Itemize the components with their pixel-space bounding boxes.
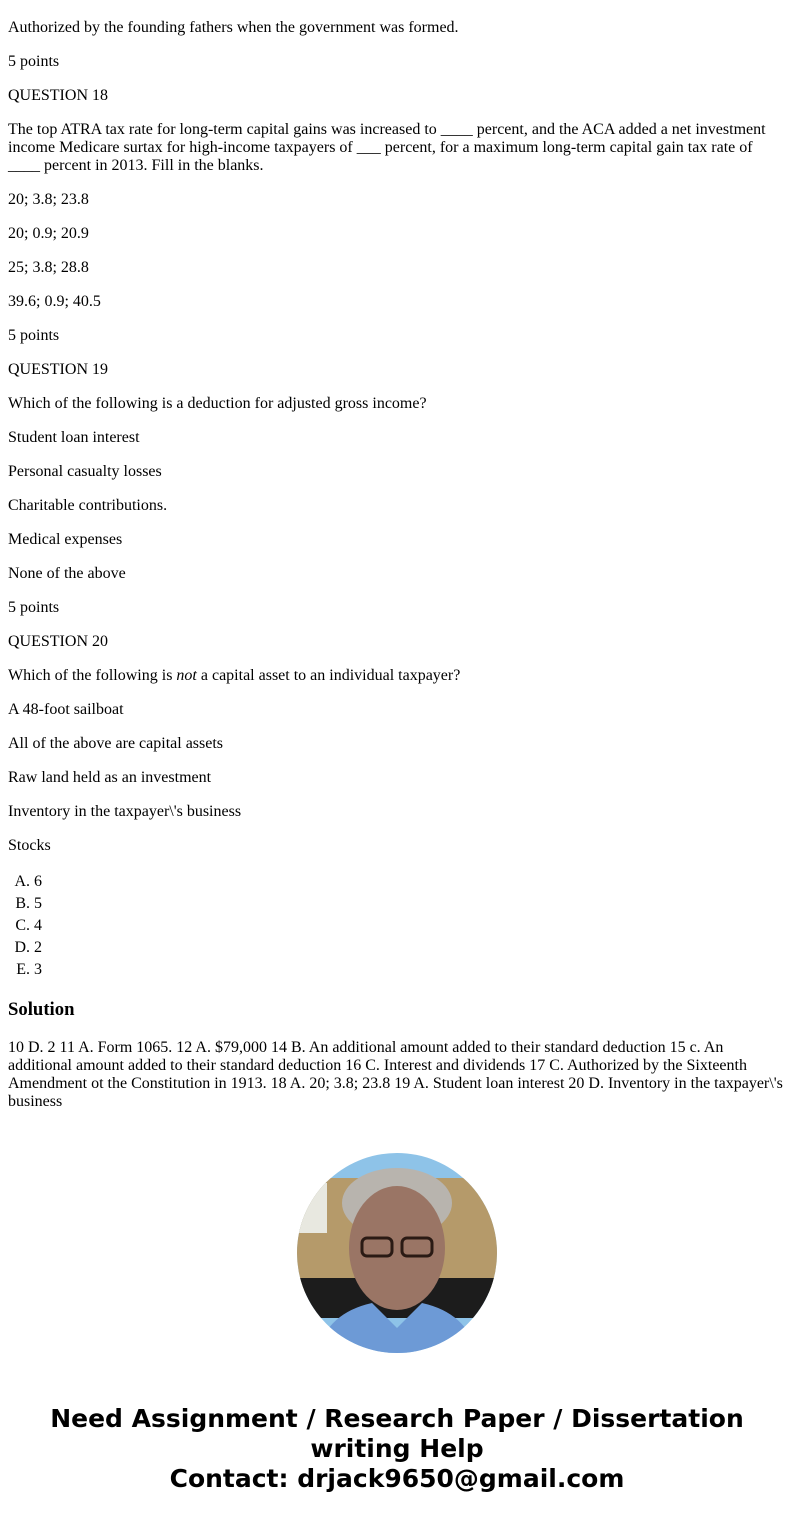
answer-item: A. 6 [34, 871, 786, 893]
answer-list [8, 871, 786, 981]
q19-text: Which of the following is a deduction for adjusted gross income? [8, 395, 427, 412]
q18-points: 5 points [8, 327, 60, 344]
q19-option: Student loan interest [8, 429, 140, 446]
q20-text-emphasis: not [176, 667, 197, 684]
solution-heading: Solution [8, 999, 75, 1020]
solution-text: 10 D. 2 11 A. Form 1065. 12 A. $79,000 14 B. An additional amount added to their standard deduction 15 c. An additional amount added to their standard deduction 16 C. Interest and dividends 17 C. Authorized by the Sixteenth Amendment ot the Constitution in 1913. 18 A. 20; 3.8; 23.8 19 A. Student loan interest 20 D. Inventory in the taxpayer\'s business [8, 1039, 783, 1110]
q19-option: Charitable contributions. [8, 497, 168, 514]
q18-option: 20; 0.9; 20.9 [8, 225, 89, 242]
q20-text [8, 667, 786, 685]
q20-option: Raw land held as an investment [8, 769, 212, 786]
q17-option: Authorized by the founding fathers when the government was formed. [8, 19, 459, 36]
q18-text: The top ATRA tax rate for long-term capital gains was increased to ____ percent, and the ACA added a net investment income Medicare surtax for high-income taxpayers of ___ percent, for a maximum long-term capital gain tax rate of ____ percent in 2013. Fill in the blanks. [8, 121, 766, 174]
q19-option: Medical expenses [8, 531, 123, 548]
q20-option: Inventory in the taxpayer\'s business [8, 803, 242, 820]
author-photo [297, 1153, 497, 1353]
document-body [8, 19, 786, 1127]
answer-item: C. 4 [34, 915, 786, 937]
q20-option: A 48-foot sailboat [8, 701, 124, 718]
q19-option: None of the above [8, 565, 126, 582]
q20-text-after: a capital asset to an individual taxpayer? [196, 667, 461, 684]
q19-points: 5 points [8, 599, 60, 616]
q18-option: 20; 3.8; 23.8 [8, 191, 89, 208]
answer-item: D. 2 [34, 937, 786, 959]
q18-option: 39.6; 0.9; 40.5 [8, 293, 101, 310]
q19-option: Personal casualty losses [8, 463, 162, 480]
q17-points: 5 points [8, 53, 60, 70]
author-portrait-image [297, 1153, 497, 1353]
q20-label: QUESTION 20 [8, 633, 108, 650]
q19-label: QUESTION 19 [8, 361, 108, 378]
promo-line-contact: Contact: drjack9650@gmail.com [169, 1464, 625, 1493]
q20-option: Stocks [8, 837, 51, 854]
q18-option: 25; 3.8; 28.8 [8, 259, 89, 276]
q20-text-before: Which of the following is [8, 667, 177, 684]
answer-item: B. 5 [34, 893, 786, 915]
promo-line-help: Need Assignment / Research Paper / Dissertation writing Help [50, 1404, 744, 1463]
q20-option: All of the above are capital assets [8, 735, 224, 752]
promo-banner [0, 1404, 794, 1494]
answer-item: E. 3 [34, 959, 786, 981]
q18-label: QUESTION 18 [8, 87, 108, 104]
